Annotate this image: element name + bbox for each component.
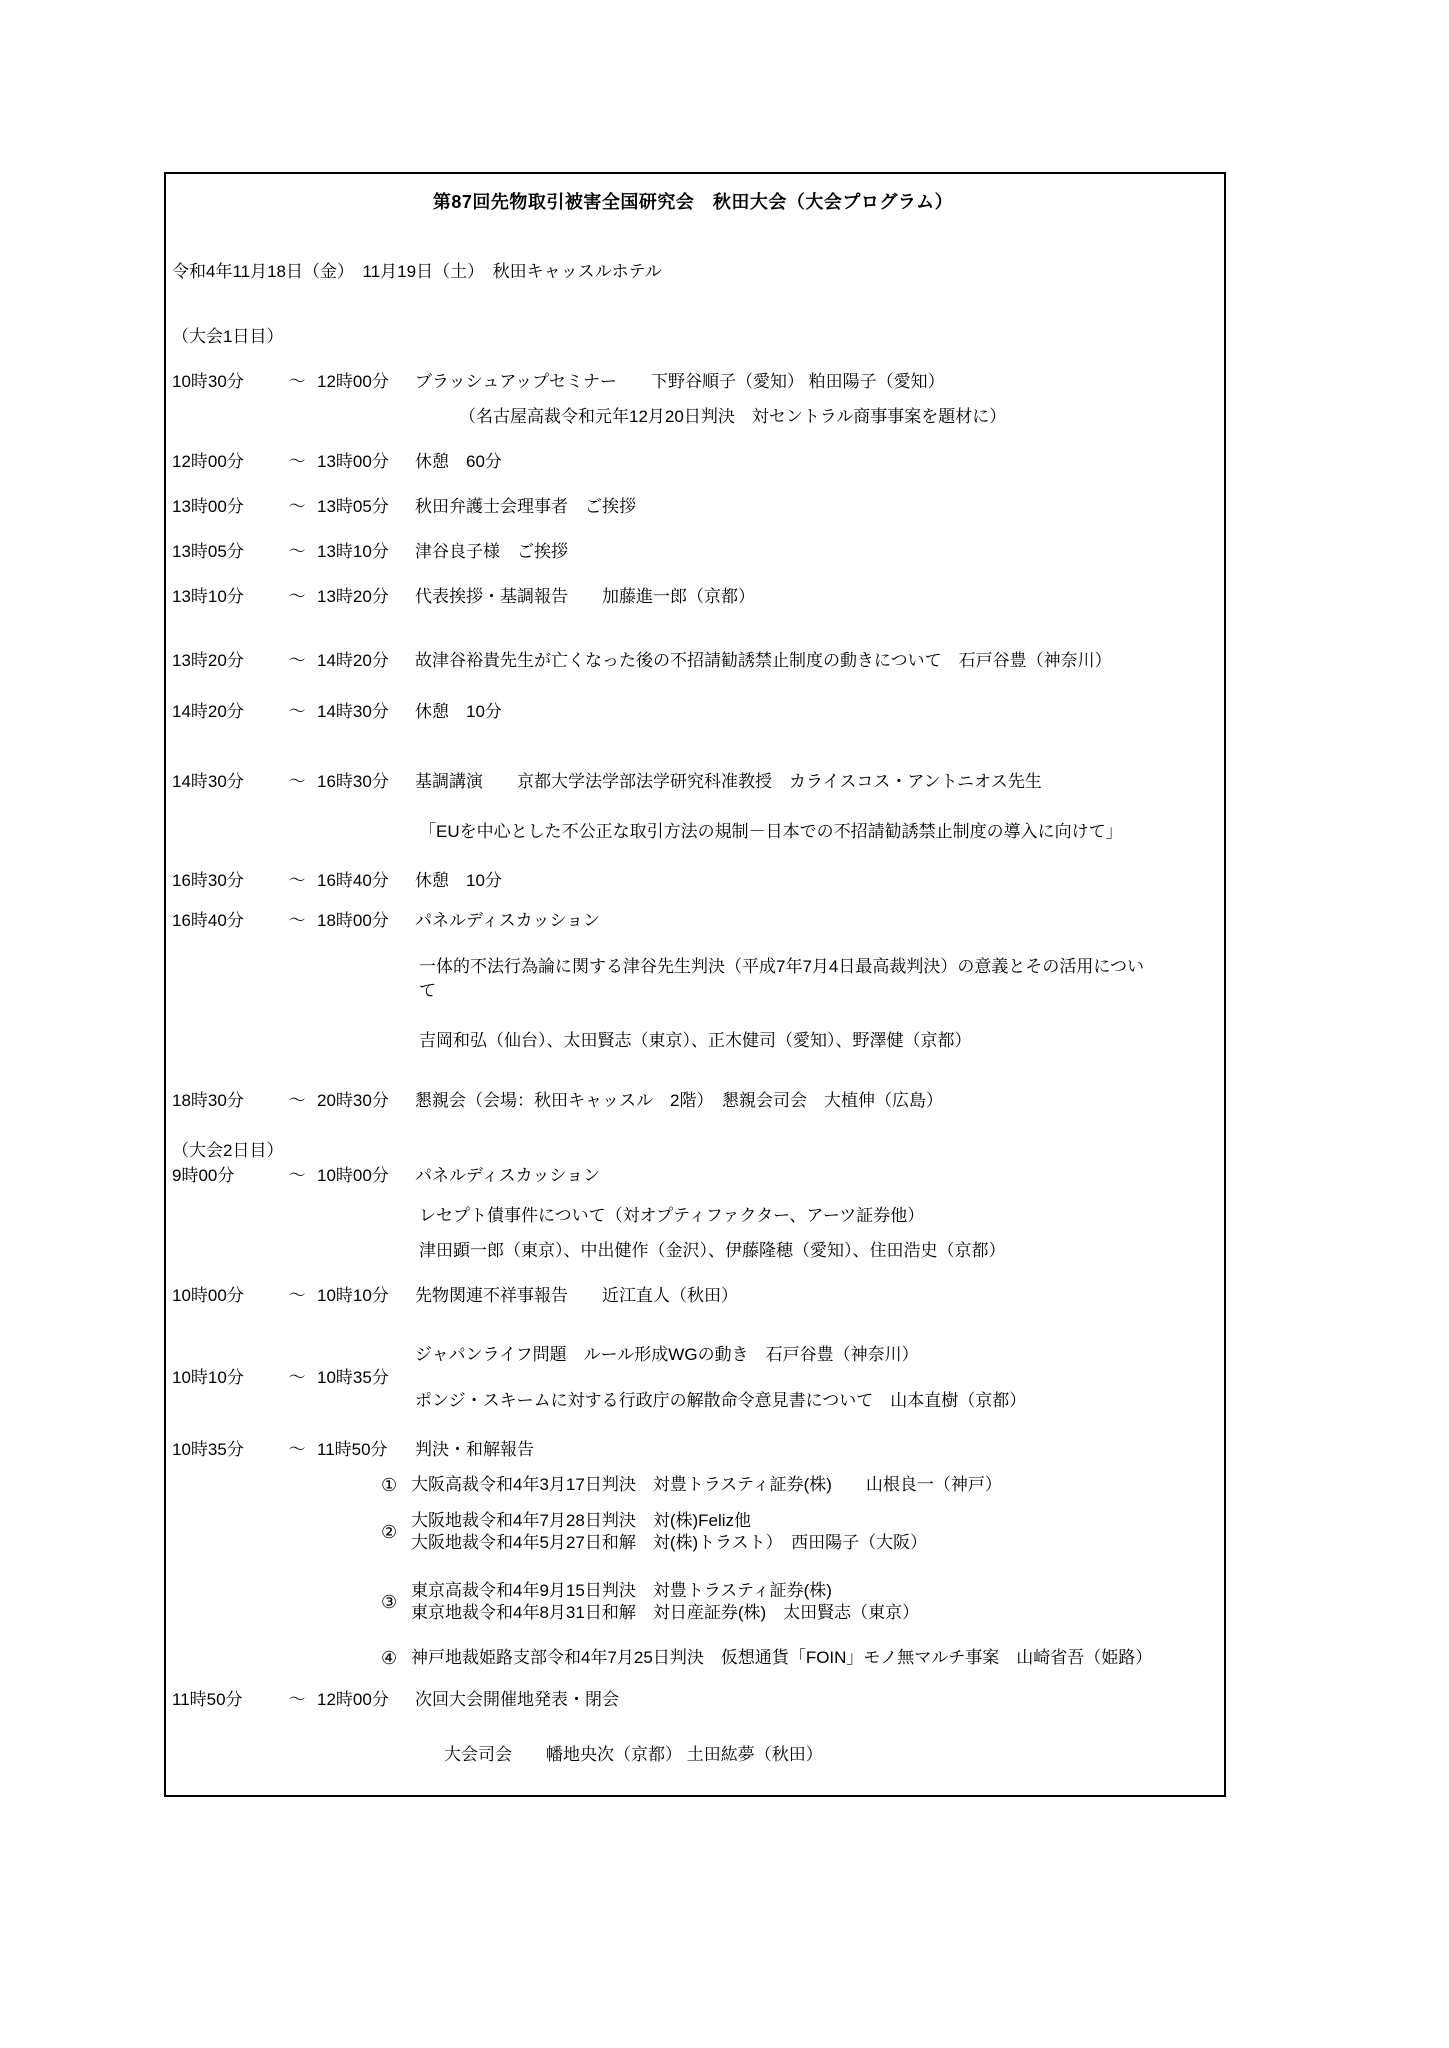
panel-topic-line: 一体的不法行為論に関する津谷先生判決（平成7年7月4日最高裁判決）の意義とその活用につい xyxy=(419,957,1145,976)
tilde-separator: ～ xyxy=(288,372,306,391)
event-title: 休憩 60分 xyxy=(415,452,502,471)
tilde-separator: ～ xyxy=(288,452,306,471)
time-end: 10時10分 xyxy=(317,1286,389,1305)
panel-topic-line: て xyxy=(419,981,436,1000)
time-start: 10時35分 xyxy=(172,1440,244,1459)
event-title: 休憩 10分 xyxy=(415,871,502,890)
tilde-separator: ～ xyxy=(288,1690,306,1709)
event-title: 次回大会開催地発表・閉会 xyxy=(415,1690,619,1709)
event-note: （名古屋高裁令和元年12月20日判決 対セントラル商事事案を題材に） xyxy=(459,407,1007,426)
tilde-separator: ～ xyxy=(288,702,306,721)
time-end: 13時00分 xyxy=(317,452,389,471)
schedule-row xyxy=(172,496,1214,518)
tilde-separator: ～ xyxy=(288,542,306,561)
page-title: 第87回先物取引被害全国研究会 秋田大会（大会プログラム） xyxy=(432,192,954,212)
judgment-lines xyxy=(411,1510,927,1554)
schedule-row xyxy=(172,451,1214,473)
event-title xyxy=(413,1344,1214,1412)
panel-speakers: 津田顕一郎（東京）、中出健作（金沢）、伊藤隆穂（愛知）、住田浩史（京都） xyxy=(419,1241,1006,1260)
circled-number: ③ xyxy=(381,1592,398,1612)
tilde-separator: ～ xyxy=(288,497,306,516)
schedule-row xyxy=(172,586,1214,608)
panel-topic xyxy=(419,955,1214,1003)
judgment-line: 大阪高裁令和4年3月17日判決 対豊トラスティ証券(株) 山根良一（神戸） xyxy=(411,1475,1002,1494)
lecture-subtitle: 「EUを中心とした不公正な取引方法の規制－日本での不招請勧誘禁止制度の導入に向けて」 xyxy=(419,822,1123,841)
time-end: 20時30分 xyxy=(317,1091,389,1110)
judgment-item xyxy=(381,1510,1214,1554)
time-start: 13時20分 xyxy=(172,651,244,670)
time-start: 14時30分 xyxy=(172,772,244,791)
event-title: 秋田弁護士会理事者 ご挨拶 xyxy=(415,497,636,516)
day2-heading: （大会2日目） xyxy=(172,1141,284,1160)
judgment-line: 神戸地裁姫路支部令和4年7月25日判決 仮想通貨「FOIN」モノ無マルチ事案 山崎省吾（姫路） xyxy=(411,1648,1153,1667)
judgment-lines xyxy=(411,1647,1152,1669)
event-title: 懇親会（会場：秋田キャッスル 2階） 懇親会司会 大植伸（広島） xyxy=(415,1091,943,1110)
time-end: 13時05分 xyxy=(317,497,389,516)
tilde-separator: ～ xyxy=(288,871,306,890)
time-end: 16時40分 xyxy=(317,871,389,890)
judgment-lines xyxy=(411,1580,919,1624)
event-title: 判決・和解報告 xyxy=(415,1440,534,1459)
schedule-row xyxy=(172,701,1214,723)
schedule-row xyxy=(172,771,1214,793)
tilde-separator: ～ xyxy=(288,1166,306,1185)
time-end: 16時30分 xyxy=(317,772,389,791)
time-start: 13時00分 xyxy=(172,497,244,516)
date-venue-line: 令和4年11月18日（金） 11月19日（土） 秋田キャッスルホテル xyxy=(172,262,662,281)
schedule-row xyxy=(172,1344,1214,1412)
circled-number: ② xyxy=(381,1522,398,1542)
conference-mc-line: 大会司会 幡地央次（京都） 土田紘夢（秋田） xyxy=(444,1745,823,1764)
event-title-line: ジャパンライフ問題 ルール形成WGの動き 石戸谷豊（神奈川） xyxy=(415,1345,919,1364)
tilde-separator: ～ xyxy=(288,772,306,791)
schedule-row xyxy=(172,650,1214,672)
tilde-separator: ～ xyxy=(288,1286,306,1305)
time-start: 13時10分 xyxy=(172,587,244,606)
schedule-row xyxy=(172,1165,1214,1187)
judgment-item xyxy=(381,1474,1214,1496)
schedule-row xyxy=(172,371,1214,393)
judgment-line: 大阪地裁令和4年7月28日判決 対(株)Feliz他 xyxy=(411,1511,752,1530)
schedule-row xyxy=(172,870,1214,892)
schedule-row xyxy=(172,1689,1214,1711)
schedule-row xyxy=(172,1285,1214,1307)
tilde-separator: ～ xyxy=(288,587,306,606)
tilde-separator: ～ xyxy=(288,911,306,930)
time-start: 16時40分 xyxy=(172,911,244,930)
tilde-separator: ～ xyxy=(288,1440,306,1459)
event-title: パネルディスカッション xyxy=(415,1166,601,1185)
time-end: 10時35分 xyxy=(317,1368,389,1387)
circled-number: ④ xyxy=(381,1648,398,1668)
time-end: 10時00分 xyxy=(317,1166,389,1185)
program-sheet xyxy=(164,172,1226,1797)
panel-speakers: 吉岡和弘（仙台）、太田賢志（東京）、正木健司（愛知）、野澤健（京都） xyxy=(419,1031,972,1050)
judgment-line: 大阪地裁令和4年5月27日和解 対(株)トラスト） 西田陽子（大阪） xyxy=(411,1533,928,1552)
time-start: 11時50分 xyxy=(172,1690,243,1709)
judgment-item xyxy=(381,1580,1214,1624)
time-start: 16時30分 xyxy=(172,871,244,890)
event-title: ブラッシュアップセミナー 下野谷順子（愛知） 粕田陽子（愛知） xyxy=(415,372,945,391)
schedule-row xyxy=(172,910,1214,932)
event-title: 津谷良子様 ご挨拶 xyxy=(415,542,568,561)
event-title: パネルディスカッション xyxy=(415,911,601,930)
tilde-separator: ～ xyxy=(288,1091,306,1110)
judgment-line: 東京地裁令和4年8月31日和解 対日産証券(株) 太田賢志（東京） xyxy=(411,1603,920,1622)
panel-topic: レセプト債事件について（対オプティファクター、アーツ証券他） xyxy=(419,1206,925,1225)
time-end: 14時30分 xyxy=(317,702,389,721)
tilde-separator: ～ xyxy=(288,651,306,670)
event-title-line: ポンジ・スキームに対する行政庁の解散命令意見書について 山本直樹（京都） xyxy=(415,1391,1027,1410)
time-end: 14時20分 xyxy=(317,651,389,670)
day1-heading: （大会1日目） xyxy=(172,327,284,346)
judgment-lines xyxy=(411,1474,1002,1496)
tilde-separator: ～ xyxy=(288,1368,306,1387)
event-title: 先物関連不祥事報告 近江直人（秋田） xyxy=(415,1286,738,1305)
event-title: 代表挨拶・基調報告 加藤進一郎（京都） xyxy=(415,587,755,606)
time-end: 11時50分 xyxy=(317,1440,388,1459)
time-end: 13時20分 xyxy=(317,587,389,606)
schedule-row xyxy=(172,1439,1214,1461)
time-end: 13時10分 xyxy=(317,542,389,561)
time-start: 9時00分 xyxy=(172,1166,235,1185)
time-end: 12時00分 xyxy=(317,372,389,391)
event-title: 休憩 10分 xyxy=(415,702,502,721)
event-title: 基調講演 京都大学法学部法学研究科准教授 カライスコス・アントニオス先生 xyxy=(415,772,1042,791)
time-start: 14時20分 xyxy=(172,702,244,721)
circled-number: ① xyxy=(381,1475,398,1495)
event-title: 故津谷裕貴先生が亡くなった後の不招請勧誘禁止制度の動きについて 石戸谷豊（神奈川） xyxy=(415,651,1112,670)
time-end: 12時00分 xyxy=(317,1690,389,1709)
time-start: 18時30分 xyxy=(172,1091,244,1110)
schedule-row xyxy=(172,541,1214,563)
time-start: 10時10分 xyxy=(172,1368,244,1387)
judgment-line: 東京高裁令和4年9月15日判決 対豊トラスティ証券(株) xyxy=(411,1581,832,1600)
judgment-item xyxy=(381,1647,1214,1669)
time-start: 10時30分 xyxy=(172,372,244,391)
time-start: 12時00分 xyxy=(172,452,244,471)
time-start: 10時00分 xyxy=(172,1286,244,1305)
time-start: 13時05分 xyxy=(172,542,244,561)
time-end: 18時00分 xyxy=(317,911,389,930)
schedule-row xyxy=(172,1090,1214,1112)
